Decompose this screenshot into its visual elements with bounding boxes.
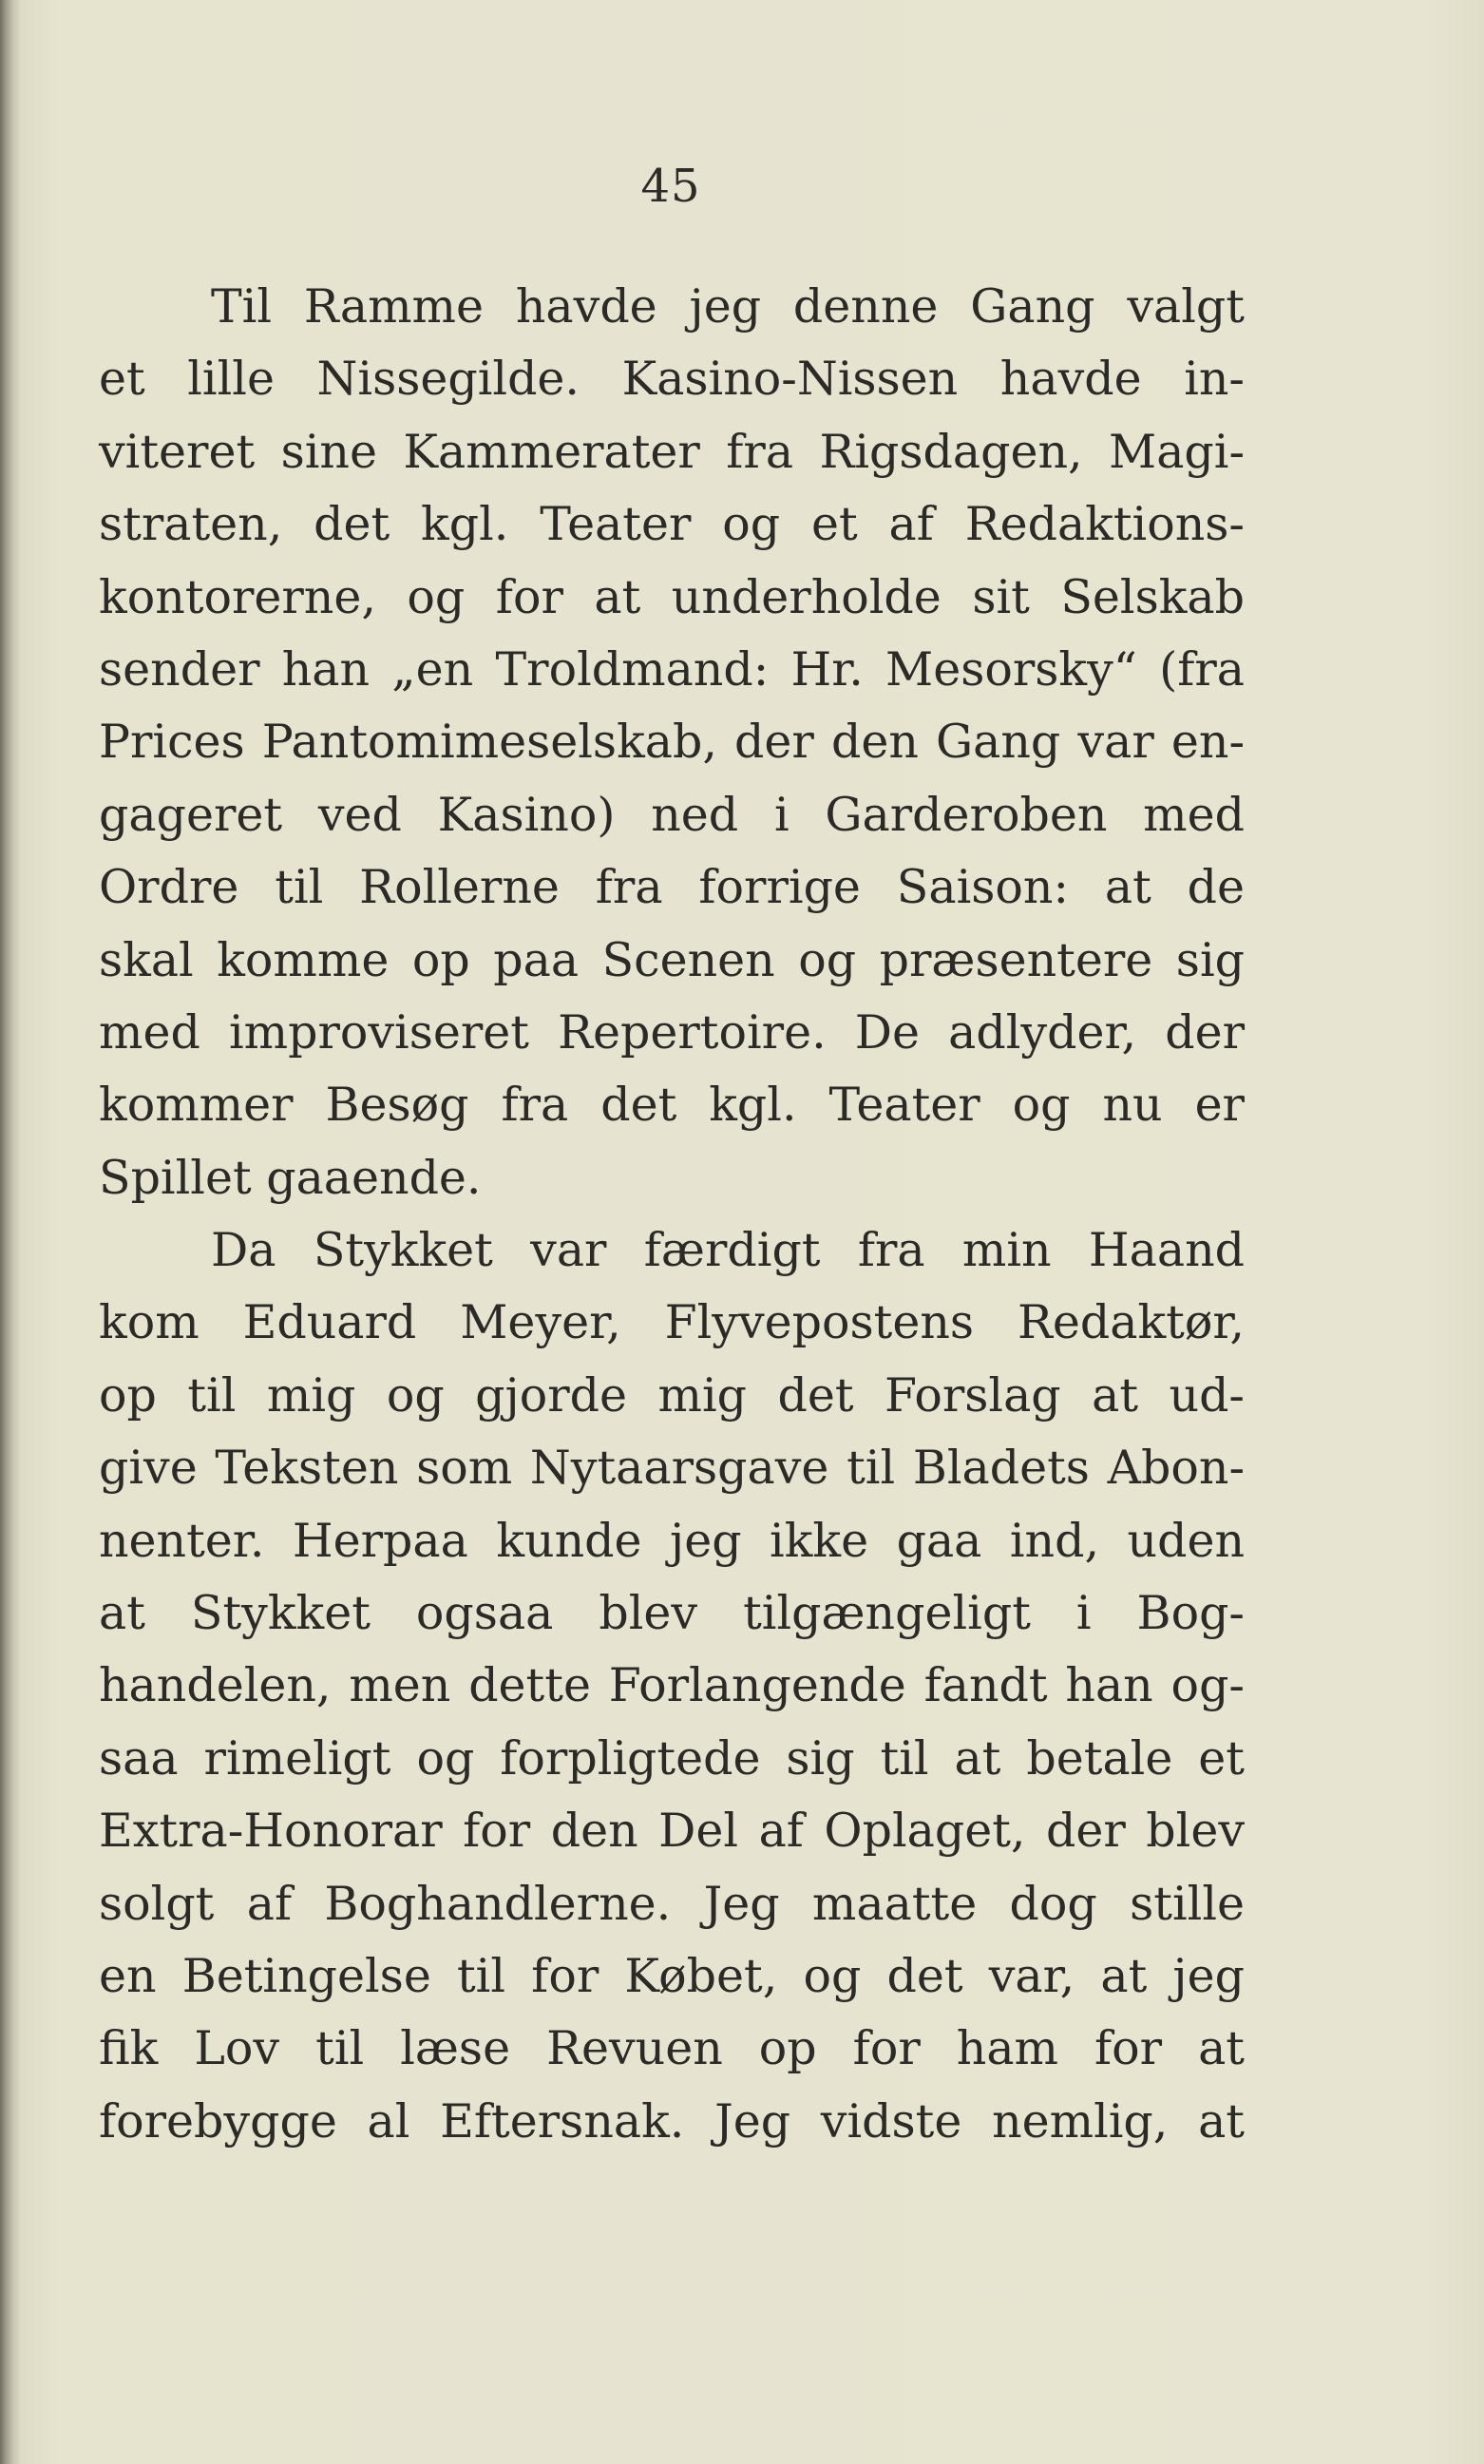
text-line: Ordre til Rollerne fra forrige Saison: at de xyxy=(99,860,1245,915)
text-line: forebygge al Eftersnak. Jeg vidste nemlig, at xyxy=(99,2093,1245,2149)
page-number: 45 xyxy=(640,160,701,213)
text-line: et lille Nissegilde. Kasino-Nissen havde in- xyxy=(99,352,1245,407)
paragraph-2 xyxy=(99,1214,1245,2158)
text-line: op til mig og gjorde mig det Forslag at ud- xyxy=(99,1367,1245,1423)
text-line: Til Ramme havde jeg denne Gang valgt xyxy=(211,279,1245,334)
text-line: at Stykket ogsaa blev tilgængeligt i Bog- xyxy=(99,1586,1245,1641)
text-line: Da Stykket var færdigt fra min Haand xyxy=(211,1223,1245,1278)
text-line: Prices Pantomimeselskab, der den Gang var en- xyxy=(99,715,1245,770)
text-line: fik Lov til læse Revuen op for ham for at xyxy=(99,2021,1245,2076)
text-line: solgt af Boghandlerne. Jeg maatte dog stille xyxy=(99,1876,1245,1931)
book-spine-shadow xyxy=(0,0,21,2464)
text-line: saa rimeligt og forpligtede sig til at betale et xyxy=(99,1730,1245,1786)
text-line: viteret sine Kammerater fra Rigsdagen, Magi- xyxy=(99,424,1245,479)
text-line: en Betingelse til for Købet, og det var, at jeg xyxy=(99,1948,1245,2003)
text-line: gageret ved Kasino) ned i Garderoben med xyxy=(99,787,1245,842)
text-line: give Teksten som Nytaarsgave til Bladets Abon- xyxy=(99,1441,1245,1496)
text-line: kom Eduard Meyer, Flyvepostens Redaktør, xyxy=(99,1295,1245,1350)
text-line: kommer Besøg fra det kgl. Teater og nu er xyxy=(99,1078,1245,1133)
text-line: Spillet gaaende. xyxy=(99,1150,482,1205)
body-text xyxy=(99,271,1245,2158)
text-line: med improviseret Repertoire. De adlyder, der xyxy=(99,1004,1245,1060)
text-line: skal komme op paa Scenen og præsentere sig xyxy=(99,932,1245,987)
text-line: sender han „en Troldmand: Hr. Mesorsky“ (fra xyxy=(99,641,1245,697)
text-line: kontorerne, og for at underholde sit Selskab xyxy=(99,569,1245,624)
paragraph-1 xyxy=(99,271,1245,1214)
text-line: handelen, men dette Forlangende fandt han og- xyxy=(99,1658,1245,1713)
text-line: nenter. Herpaa kunde jeg ikke gaa ind, uden xyxy=(99,1513,1245,1568)
text-line: straten, det kgl. Teater og et af Redaktions- xyxy=(99,497,1245,552)
text-line: Extra-Honorar for den Del af Oplaget, der blev xyxy=(99,1804,1245,1859)
